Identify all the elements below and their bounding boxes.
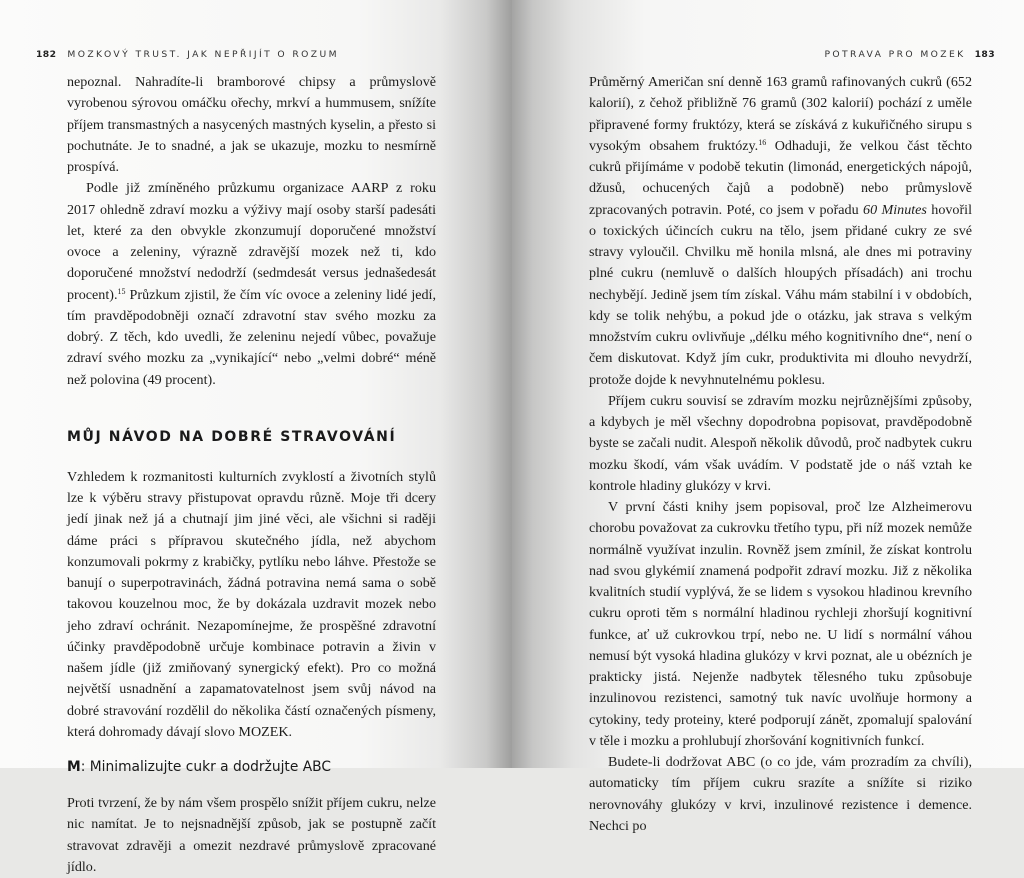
right-paragraph-2 [589, 391, 972, 497]
footnote-ref-15: 15 [117, 286, 126, 296]
left-paragraph-4 [67, 793, 436, 878]
left-paragraph-4-text: Proti tvrzení, že by nám všem prospělo snížit příjem cukru, nelze nic namítat. Je to nejsnadnější způsob, jak se postupně začít stravovat zdravěji a omezit nezdravé průmyslově zpracované jídlo. [67, 795, 436, 875]
right-paragraph-2-text: Příjem cukru souvisí se zdravím mozku nejrůznějšími způsoby, a kdybych je měl všechny dopodrobna popisovat, pravděpodobně byste se začali nudit. Alespoň několik důvodů, proč nadbytek cukru mozku škodí, vám však uvádím. V podstatě jde o náš vztah ke kontrole hladiny glukózy v krvi. [589, 392, 972, 494]
right-page-number: 183 [974, 49, 995, 60]
right-paragraph-4 [589, 752, 972, 837]
left-paragraph-3-text: Vzhledem k rozmanitosti kulturních zvyklostí a životních stylů lze k výběru stravy přistupovat opravdu různě. Moje tři dcery jedí jinak než já a chutnají jim jiné věci, ale všichni si raději dáme práci s přípravou skutečného jídla, než abychom konzumovali pokrmy z krabičky, pytlíku nebo láhve. Přestože se banují o superpotravinách, žádná potravina nemá sama o sobě takovou kouzelnou moc, že by dokázala uzdravit mozek nebo jeho zdraví ochránit. Nezapomínejme, že prospěšné zdravotní účinky pravděpodobně určuje kombinace potravin a živin v našem jídle (již zmiňovaný synergický efekt). Pro co možná největší usnadnění a zapamatovatelnost jsem svůj návod na dobré stravování rozdělil do několika částí označených písmeny, která dohromady dávají slovo MOZEK. [67, 468, 436, 740]
footnote-ref-16: 16 [758, 137, 767, 147]
right-paragraph-4-text: Budete-li dodržovat ABC (o co jde, vám prozradím za chvíli), automaticky tím příjem cukru srazíte a snížíte si riziko nerovnováhy glukózy v krvi, inzulinové rezistence i demence. Nechci po [589, 754, 972, 834]
tv-show-title: 60 Minutes [863, 201, 927, 218]
right-paragraph-3 [589, 497, 972, 752]
subsection-heading [67, 757, 436, 777]
left-paragraph-2-continuation: Průzkum zjistil, že čím víc ovoce a zeleniny lidé jedí, tím pravděpodobněji označí zdravotní stav svého mozku za dobrý. Z těch, kdo uvedli, že zeleninu nejedí vůbec, považuje zdraví svého mozku za „vynikající“ nebo „velmi dobré“ méně než polovina (49 procent). [67, 286, 436, 388]
left-text-block [67, 72, 436, 878]
right-paragraph-1 [589, 72, 972, 391]
left-paragraph-2 [67, 178, 436, 391]
subsection-title: : Minimalizujte cukr a dodržujte ABC [80, 759, 331, 775]
left-page-number: 182 [36, 49, 57, 60]
right-page [512, 0, 1024, 834]
left-paragraph-1 [67, 72, 436, 178]
section-heading: MŮJ NÁVOD NA DOBRÉ STRAVOVÁNÍ [67, 428, 397, 445]
subsection-letter: M [67, 759, 81, 775]
right-text-block [589, 72, 972, 837]
right-paragraph-3-text: V první části knihy jsem popisoval, proč lze Alzheimerovu chorobu považovat za cukrovku třetího typu, při níž mozek nemůže normálně využívat inzulin. Rovněž jsem zmínil, že získat kontrolu nad svou glykémií znamená podpořit zdraví mozku. Již z několika kvalitních studií vyplývá, že se lidem s vysokou hladinou krevního cukru oproti těm s normální hladinou rychleji zhoršují kognitivní funkce, ať už cukrovkou trpí, nebo ne. U lidí s normální váhou nemusí být vysoká hladina glukózy v krvi poznat, ale u obézních je prakticky jistá. Nejenže nadbytek tělesného tuku způsobuje inzulinovou rezistenci, samotný tuk navíc uvolňuje hormony a cytokiny, tedy proteiny, které podporují zánět, zpomalují spalování v těle i mozku a prohlubují zhoršování kognitivních funkcí. [589, 499, 972, 749]
right-paragraph-1-text: Průměrný Američan sní denně 163 gramů rafinovaných cukrů (652 kalorií), z čehož přibližně 76 gramů (302 kalorií) pochází z uměle připravené formy fruktózy, která se získává z kukuřičného sirupu s vysokým obsahem fruktózy. [589, 74, 972, 154]
left-paragraph-1-text: nepoznal. Nahradíte-li bramborové chipsy a průmyslově vyrobenou sýrovou omáčku ořechy, mrkví a hummusem, snížíte příjem transmastných a nasycených mastných kyselin, a přesto si pochutnáte. Je to snadné, a jak se ukazuje, mozku to nesmírně prospívá. [67, 74, 436, 175]
right-header-title: POTRAVA PRO MOZEK [824, 49, 966, 60]
left-paragraph-2-text: Podle již zmíněného průzkumu organizace AARP z roku 2017 ohledně zdraví mozku a výživy mají osoby starší padesáti let, které za den obvykle zkonzumují doporučené množství ovoce a zeleniny, výrazně zdravější mozek než ti, kdo doporučené množství nedodrží (sedmdesát versus jednašedesát procent). [67, 180, 436, 303]
left-page [0, 0, 512, 875]
right-paragraph-1-end: hovořil o toxických účincích cukru na tělo, jsem přidané cukry ze své stravy vyloučil. Chvilku mě honila mlsná, ale dnes mi potraviny plné cukru (nemluvě o dalších hloupých přísadách) ani trochu nechybějí. Jedině jsem tím získal. Váhu mám stabilní i v obdobích, kdy se tolik nehýbu, a pokud jde o otázku, jak strava s velkým množstvím cukru ovlivňuje „délku mého kognitivního dne“, není o čem diskutovat. Když jím cukr, produktivita mi dlouho nevydrží, protože dojde k nevyhnutelnému poklesu. [589, 201, 972, 388]
left-header-title: MOZKOVÝ TRUST. JAK NEPŘIJÍT O ROZUM [67, 49, 339, 60]
right-paragraph-1-continuation: Odhaduji, že velkou část těchto cukrů přijímáme v podobě tekutin (limonád, energetických nápojů, džusů, ochucených čajů a podobně) nebo průmyslově zpracovaných potravin. Poté, co jsem v pořadu [589, 137, 972, 218]
left-running-head [36, 49, 339, 60]
right-running-head [824, 49, 995, 60]
left-paragraph-3 [67, 467, 436, 743]
